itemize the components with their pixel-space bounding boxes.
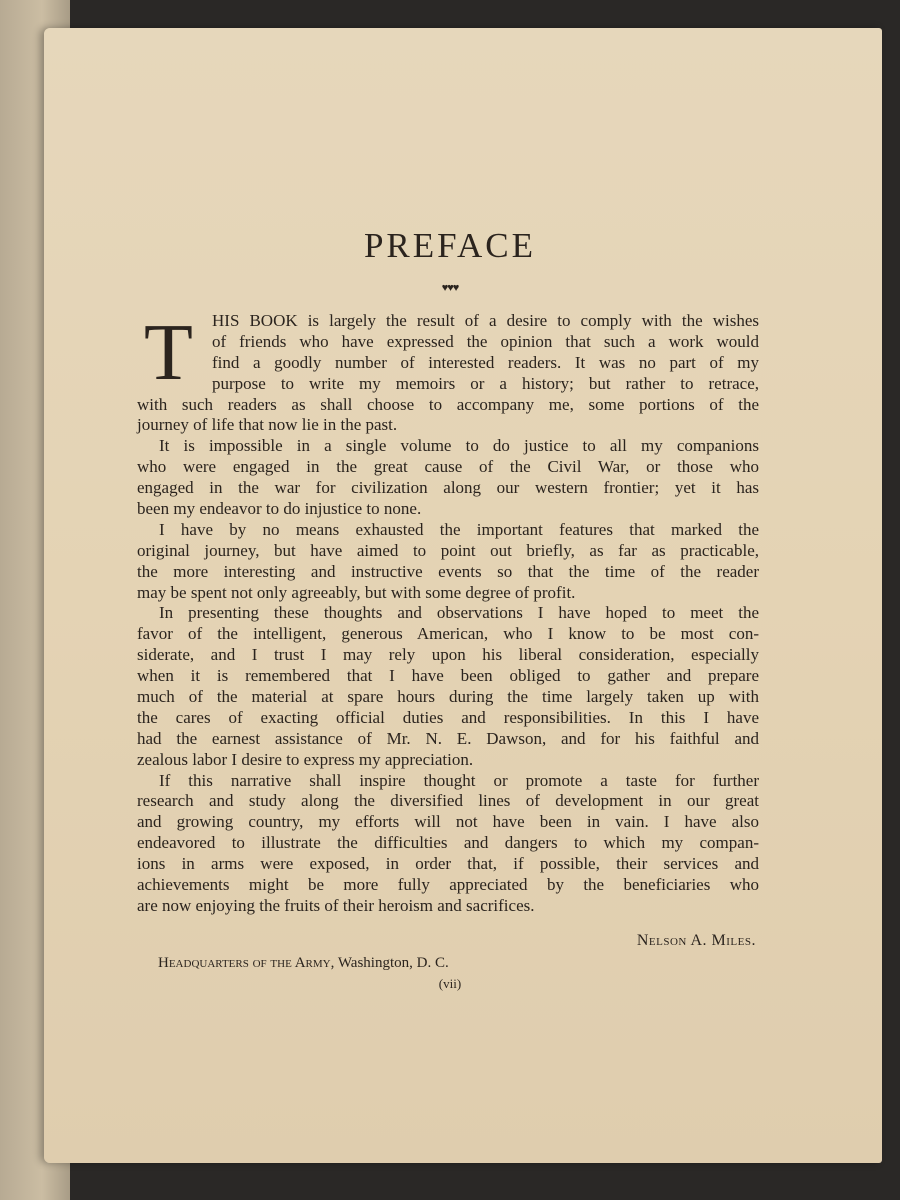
- text-line: In presenting these thoughts and observations I have hoped to meet the: [159, 603, 759, 623]
- text-line: find a goodly number of interested readers. It was no part of my: [212, 352, 759, 372]
- text-line: I have by no means exhausted the important features that marked the: [159, 519, 759, 539]
- text-line: the more interesting and instructive events so that the time of the reader: [137, 561, 759, 581]
- drop-cap: T: [144, 309, 193, 397]
- page-number: (vii): [438, 976, 462, 991]
- location-line: [158, 954, 449, 972]
- text-line: achievements might be more fully appreciated by the beneficiaries who: [137, 875, 759, 895]
- page-title: PREFACE: [363, 226, 537, 265]
- text-line: and growing country, my efforts will not have been in vain. I have also: [137, 812, 759, 832]
- text-line: the cares of exacting official duties and responsibilities. In this I have: [137, 707, 759, 727]
- text-line: It is impossible in a single volume to do justice to all my companions: [159, 436, 759, 456]
- text-line: much of the material at spare hours during the time largely taken up with: [137, 687, 759, 707]
- text-line: purpose to write my memoirs or a history; but rather to retrace,: [212, 373, 759, 393]
- text-line: ions in arms were exposed, in order that, if possible, their services and: [137, 854, 759, 874]
- text-line: may be spent not only agreeably, but with some degree of profit.: [137, 582, 576, 602]
- text-line: who were engaged in the great cause of the Civil War, or those who: [137, 457, 759, 477]
- text-line: favor of the intelligent, generous American, who I know to be most con-: [137, 624, 759, 644]
- text-line: HIS BOOK is largely the result of a desire to comply with the wishes: [212, 311, 759, 330]
- text-line: engaged in the war for civilization along our western frontier; yet it has: [137, 478, 759, 498]
- text-line: with such readers as shall choose to accompany me, some portions of the: [137, 394, 759, 414]
- text-line: If this narrative shall inspire thought or promote a taste for further: [159, 770, 759, 790]
- ornament: ♥♥♥: [441, 282, 459, 294]
- signature: Nelson A. Miles.: [636, 932, 756, 949]
- preface-body: [137, 311, 759, 917]
- location-rest: Washington, D. C.: [334, 955, 449, 971]
- text-line: are now enjoying the fruits of their heroism and sacrifices.: [137, 895, 535, 915]
- text-line: zealous labor I desire to express my appreciation.: [137, 749, 474, 769]
- text-line: journey of life that now lie in the past.: [137, 415, 398, 435]
- text-line: siderate, and I trust I may rely upon his liberal consideration, especially: [137, 645, 759, 665]
- location-small-caps: Headquarters of the Army,: [158, 955, 335, 971]
- text-line: when it is remembered that I have been obliged to gather and prepare: [137, 666, 759, 686]
- text-line: been my endeavor to do injustice to none.: [137, 499, 422, 519]
- text-line: research and study along the diversified lines of development in our great: [137, 791, 759, 811]
- text-line: original journey, but have aimed to point out briefly, as far as practicable,: [137, 540, 759, 560]
- text-line: had the earnest assistance of Mr. N. E. Dawson, and for his faithful and: [137, 728, 759, 748]
- text-line: of friends who have expressed the opinion that such a work would: [212, 331, 759, 351]
- text-line: endeavored to illustrate the difficulties and dangers to which my compan-: [137, 833, 759, 853]
